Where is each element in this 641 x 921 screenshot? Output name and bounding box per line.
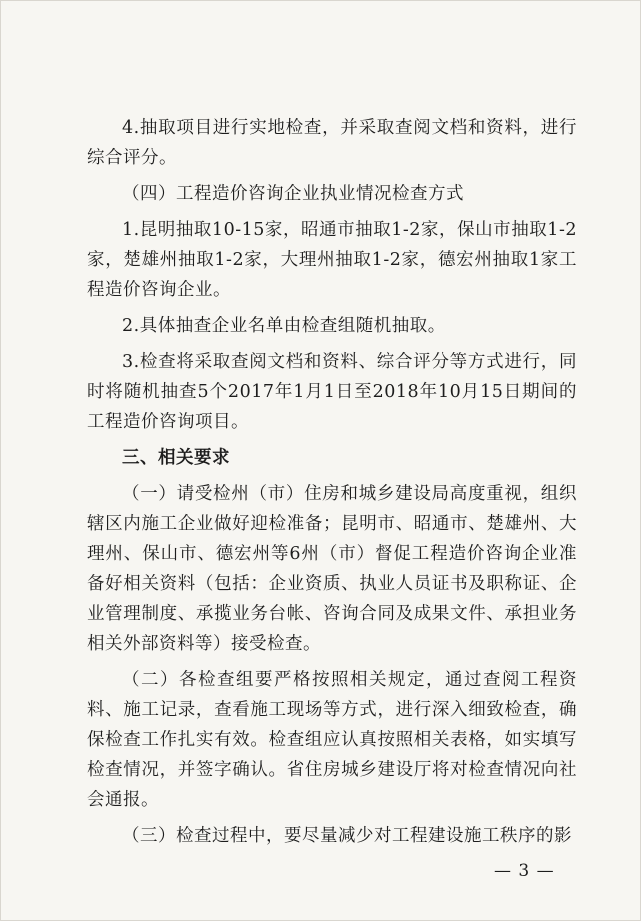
- paragraph-item-3: 3.检查将采取查阅文档和资料、综合评分等方式进行，同时将随机抽查5个2017年1月1日至2018年10月15日期间的工程造价咨询项目。: [87, 352, 577, 432]
- document-body: [87, 113, 577, 857]
- page-number: — 3 —: [494, 861, 555, 881]
- requirement-three: （三）检查过程中，要尽量减少对工程建设施工秩序的影: [122, 826, 572, 846]
- paragraph-item-2: 2.具体抽查企业名单由检查组随机抽取。: [122, 316, 446, 336]
- paragraph-item-1: 1.昆明抽取10-15家，昭通市抽取1-2家，保山市抽取1-2家，楚雄州抽取1-2家，大理州抽取1-2家，德宏州抽取1家工程造价咨询企业。: [87, 220, 577, 300]
- subsection-heading-four: （四）工程造价咨询企业执业情况检查方式: [122, 184, 464, 204]
- requirement-two: （二）各检查组要严格按照相关规定，通过查阅工程资料、施工记录，查看施工现场等方式，进行深入细致检查，确保检查工作扎实有效。检查组应认真按照相关表格，如实填写检查情况，并签字确认。省住房城乡建设厅将对检查情况向社会通报。: [87, 670, 577, 810]
- requirement-one: （一）请受检州（市）住房和城乡建设局高度重视，组织辖区内施工企业做好迎检准备；昆明市、昭通市、楚雄州、大理州、保山市、德宏州等6州（市）督促工程造价咨询企业准备好相关资料（包括：企业资质、执业人员证书及职称证、企业管理制度、承揽业务台帐、咨询合同及成果文件、承担业务相关外部资料等）接受检查。: [87, 484, 577, 654]
- paragraph-item-4: 4.抽取项目进行实地检查，并采取查阅文档和资料，进行综合评分。: [87, 118, 577, 168]
- section-heading: 三、相关要求: [122, 448, 230, 468]
